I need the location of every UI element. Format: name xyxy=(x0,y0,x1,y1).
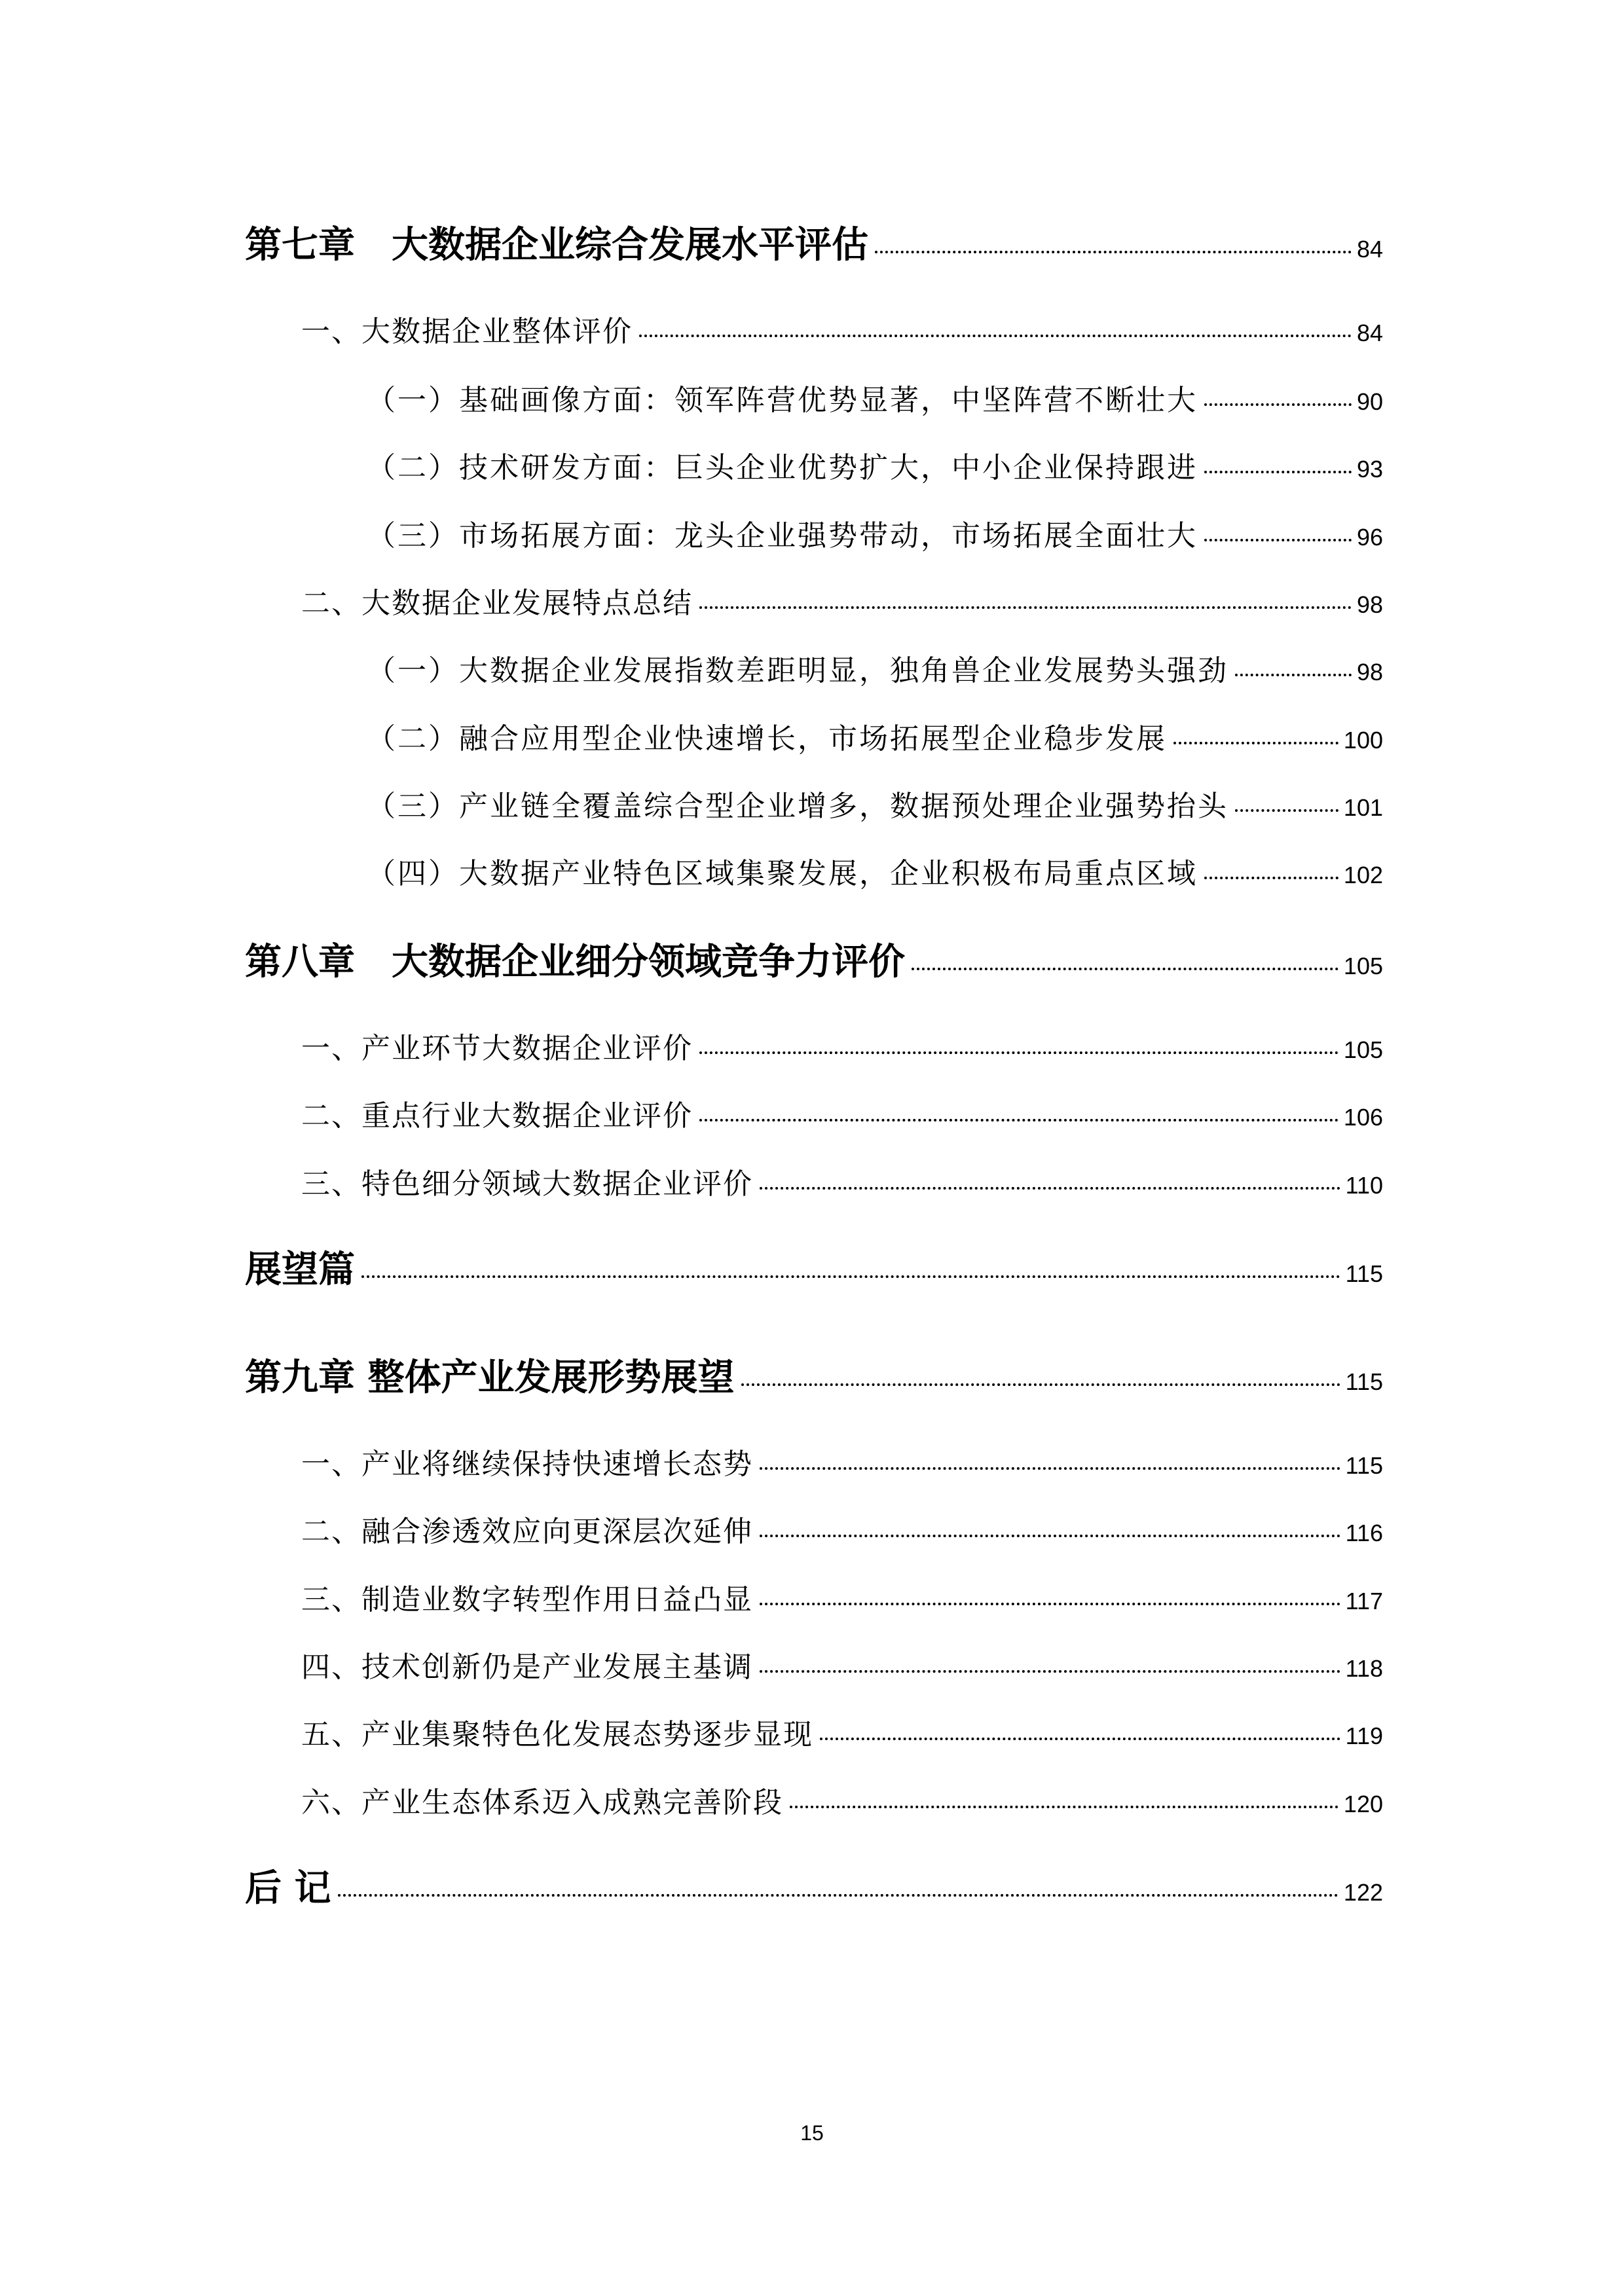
toc-entry-page: 100 xyxy=(1343,727,1383,754)
dot-leader xyxy=(741,1383,1340,1386)
toc-entry[interactable] xyxy=(245,1349,1383,1401)
toc-entry-page: 122 xyxy=(1343,1879,1383,1906)
toc-entry-title: （一）大数据企业发展指数差距明显，独角兽企业发展势头强劲 xyxy=(367,654,1228,687)
dot-leader xyxy=(1173,742,1338,744)
toc-entry[interactable] xyxy=(301,1508,1383,1550)
dot-leader xyxy=(760,1603,1340,1605)
dot-leader xyxy=(1235,674,1352,676)
dot-leader xyxy=(639,335,1352,337)
toc-entry-title: 六、产业生态体系迈入成熟完善阶段 xyxy=(301,1786,783,1819)
toc-entry-title: 二、重点行业大数据企业评价 xyxy=(301,1099,693,1133)
dot-leader xyxy=(699,1051,1338,1054)
dot-leader xyxy=(338,1894,1338,1897)
toc-entry-page: 115 xyxy=(1345,1452,1383,1479)
toc-entry-page: 101 xyxy=(1343,794,1383,821)
toc-entry-title: 二、大数据企业发展特点总结 xyxy=(301,587,693,620)
toc-entry-page: 115 xyxy=(1345,1368,1383,1395)
toc-entry[interactable] xyxy=(301,1643,1383,1685)
toc-entry-title: （一）基础画像方面：领军阵营优势显著，中坚阵营不断壮大 xyxy=(367,384,1198,417)
toc-entry-title: （二）融合应用型企业快速增长，市场拓展型企业稳步发展 xyxy=(367,722,1167,756)
toc-entry[interactable] xyxy=(245,1859,1383,1912)
toc-entry-title: 展望篇 xyxy=(245,1248,355,1291)
dot-leader xyxy=(912,968,1338,970)
toc-entry-title: 后 记 xyxy=(245,1867,331,1910)
dot-leader xyxy=(1204,539,1352,541)
toc-entry-title: 二、融合渗透效应向更深层次延伸 xyxy=(301,1515,753,1548)
toc-entry-title: 第七章 大数据企业综合发展水平评估 xyxy=(245,224,868,266)
toc-entry[interactable] xyxy=(301,1025,1383,1066)
toc-entry[interactable] xyxy=(301,1440,1383,1482)
toc-entry[interactable] xyxy=(245,216,1383,268)
toc-entry[interactable] xyxy=(301,1160,1383,1202)
toc-entry-title: 第八章 大数据企业细分领域竞争力评价 xyxy=(245,941,905,983)
dot-leader xyxy=(760,1187,1340,1190)
toc-entry-title: 五、产业集聚特色化发展态势逐步显现 xyxy=(301,1718,813,1751)
toc-entry-page: 116 xyxy=(1345,1520,1383,1546)
toc-entry[interactable] xyxy=(301,579,1383,621)
toc-entry[interactable] xyxy=(367,376,1383,418)
toc-entry-page: 98 xyxy=(1356,591,1383,618)
toc-entry[interactable] xyxy=(245,933,1383,985)
toc-entry-page: 90 xyxy=(1356,388,1383,415)
toc-entry-title: （二）技术研发方面：巨头企业优势扩大，中小企业保持跟进 xyxy=(367,451,1198,484)
toc-entry[interactable] xyxy=(367,850,1383,892)
toc-entry-title: 三、特色细分领域大数据企业评价 xyxy=(301,1167,753,1201)
toc-entry[interactable] xyxy=(367,647,1383,689)
toc-entry-page: 102 xyxy=(1343,862,1383,888)
toc-entry-page: 96 xyxy=(1356,524,1383,551)
toc-entry[interactable] xyxy=(301,1711,1383,1753)
toc-entry[interactable] xyxy=(301,308,1383,350)
dot-leader xyxy=(820,1738,1340,1740)
toc-entry[interactable] xyxy=(301,1092,1383,1134)
dot-leader xyxy=(699,606,1352,609)
dot-leader xyxy=(1204,403,1352,406)
dot-leader xyxy=(1204,877,1338,879)
dot-leader xyxy=(760,1535,1340,1537)
toc-entry-page: 106 xyxy=(1343,1104,1383,1131)
dot-leader xyxy=(1235,809,1338,812)
toc-entry[interactable] xyxy=(245,1241,1383,1293)
toc-entry[interactable] xyxy=(367,715,1383,757)
toc-entry[interactable] xyxy=(367,782,1383,824)
toc-entry[interactable] xyxy=(367,444,1383,486)
toc-entry-title: （三）产业链全覆盖综合型企业增多，数据预处理企业强势抬头 xyxy=(367,790,1228,823)
toc-entry-title: 一、大数据企业整体评价 xyxy=(301,315,633,348)
dot-leader xyxy=(790,1806,1338,1808)
toc-entry[interactable] xyxy=(367,512,1383,554)
dot-leader xyxy=(1204,471,1352,473)
toc-entry-page: 105 xyxy=(1343,953,1383,979)
dot-leader xyxy=(361,1275,1340,1278)
toc-entry-page: 117 xyxy=(1345,1588,1383,1614)
toc-entry-title: 四、技术创新仍是产业发展主基调 xyxy=(301,1650,753,1684)
toc-entry-title: 一、产业将继续保持快速增长态势 xyxy=(301,1448,753,1481)
toc-entry-page: 84 xyxy=(1356,319,1383,346)
toc-entry-title: （三）市场拓展方面：龙头企业强势带动，市场拓展全面壮大 xyxy=(367,519,1198,553)
toc-entry-page: 119 xyxy=(1345,1722,1383,1749)
toc-entry-page: 120 xyxy=(1343,1791,1383,1817)
toc-entry-page: 93 xyxy=(1356,456,1383,483)
dot-leader xyxy=(699,1119,1338,1121)
toc-entry-page: 98 xyxy=(1356,659,1383,685)
toc-entry-title: 一、产业环节大数据企业评价 xyxy=(301,1032,693,1065)
dot-leader xyxy=(760,1670,1340,1673)
dot-leader xyxy=(875,251,1352,253)
toc-entry[interactable] xyxy=(301,1576,1383,1618)
page-number: 15 xyxy=(800,2121,824,2145)
toc-entry-title: 三、制造业数字转型作用日益凸显 xyxy=(301,1583,753,1616)
toc-entry-title: 第九章 整体产业发展形势展望 xyxy=(245,1357,735,1399)
toc-entry-page: 110 xyxy=(1345,1172,1383,1199)
toc-entry-page: 118 xyxy=(1345,1655,1383,1682)
toc-entry-title: （四）大数据产业特色区域集聚发展，企业积极布局重点区域 xyxy=(367,857,1198,890)
toc-entry-page: 105 xyxy=(1343,1036,1383,1063)
toc-entry-page: 115 xyxy=(1345,1260,1383,1287)
toc-entry-page: 84 xyxy=(1356,236,1383,263)
dot-leader xyxy=(760,1467,1340,1470)
toc-entry[interactable] xyxy=(301,1779,1383,1821)
